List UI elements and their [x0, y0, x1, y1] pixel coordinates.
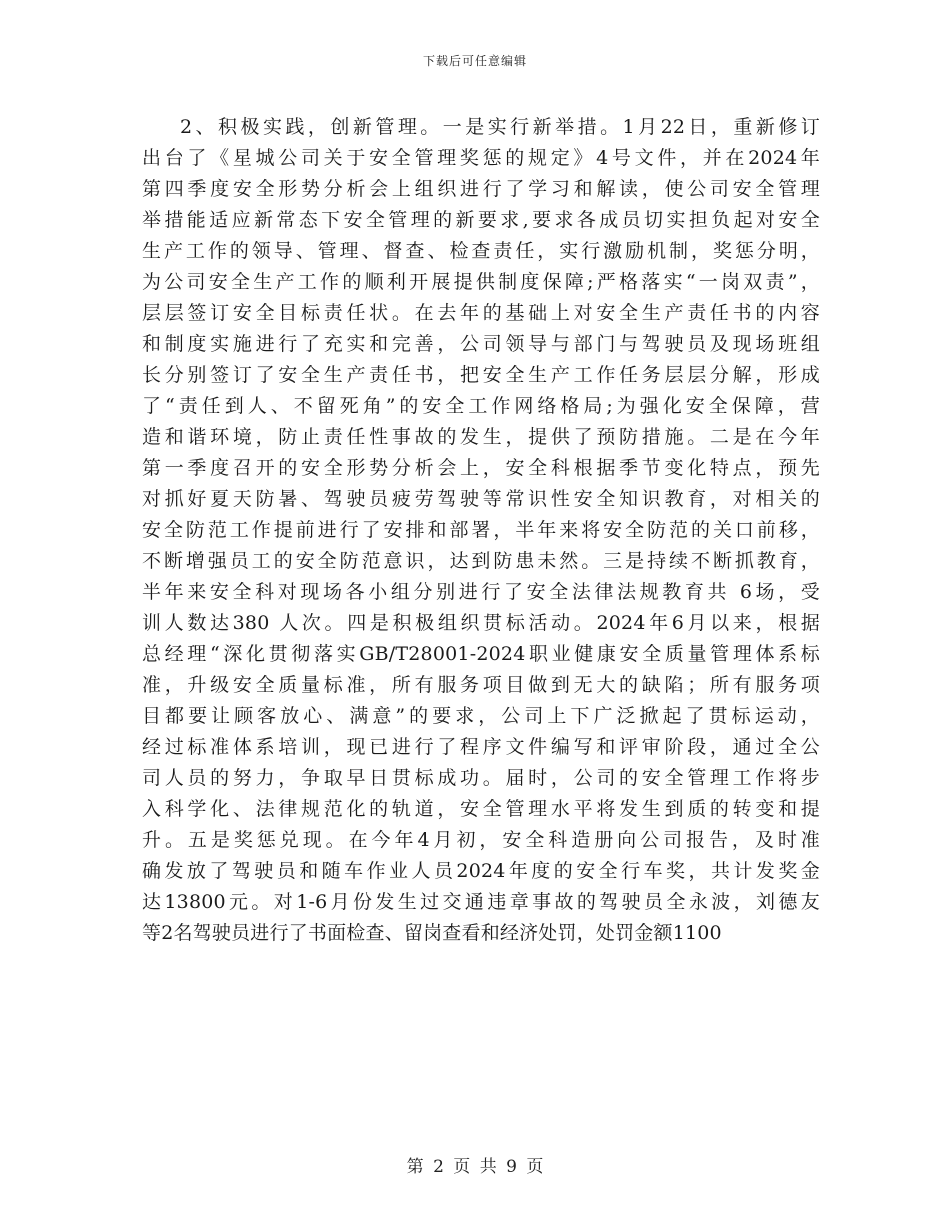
text-line: 对抓好夏天防暑、驾驶员疲劳驾驶等常识性安全知识教育，对相关的 — [142, 488, 820, 510]
text-line: 安全防范工作提前进行了安排和部署，半年来将安全防范的关口前移， — [142, 519, 820, 541]
text-line: 司人员的努力，争取早日贯标成功。届时，公司的安全管理工作将步 — [142, 767, 820, 789]
text-line: 出台了《星城公司关于安全管理奖惩的规定》4号文件，并在2024年 — [142, 147, 820, 169]
page-number: 第 2 页 共 9 页 — [406, 1157, 544, 1177]
text-line: 训人数达380 人次。四是积极组织贯标活动。2024年6月以来，根据 — [142, 612, 820, 634]
text-line: 为公司安全生产工作的顺利开展提供制度保障;严格落实“一岗双责”， — [142, 271, 820, 293]
text-line: 入科学化、法律规范化的轨道，安全管理水平将发生到质的转变和提 — [142, 798, 820, 820]
text-line: 总经理“深化贯彻落实GB/T28001-2024职业健康安全质量管理体系标 — [142, 643, 820, 665]
text-line: 确发放了驾驶员和随车作业人员2024年度的安全行车奖，共计发奖金 — [142, 860, 820, 882]
text-line: 举措能适应新常态下安全管理的新要求,要求各成员切实担负起对安全 — [142, 209, 820, 231]
text-line: 第一季度召开的安全形势分析会上，安全科根据季节变化特点，预先 — [142, 457, 820, 479]
text-line: 造和谐环境，防止责任性事故的发生，提供了预防措施。二是在今年 — [142, 426, 820, 448]
text-line: 和制度实施进行了充实和完善，公司领导与部门与驾驶员及现场班组 — [142, 333, 820, 355]
text-line: 生产工作的领导、管理、督查、检查责任，实行激励机制，奖惩分明， — [142, 240, 820, 262]
text-line: 不断增强员工的安全防范意识，达到防患未然。三是持续不断抓教育， — [142, 550, 820, 572]
document-body — [142, 112, 820, 949]
text-line: 半年来安全科对现场各小组分别进行了安全法律法规教育共 6场，受 — [142, 581, 820, 603]
text-line: 目都要让顾客放心、满意”的要求，公司上下广泛掀起了贯标运动， — [142, 705, 820, 727]
text-line: 长分别签订了安全生产责任书，把安全生产工作任务层层分解，形成 — [142, 364, 820, 386]
text-line: 第四季度安全形势分析会上组织进行了学习和解读，使公司安全管理 — [142, 178, 820, 200]
text-line: 层层签订安全目标责任状。在去年的基础上对安全生产责任书的内容 — [142, 302, 820, 324]
text-line: 达13800元。对1-6月份发生过交通违章事故的驾驶员全永波，刘德友 — [142, 891, 820, 913]
text-line: 经过标准体系培训，现已进行了程序文件编写和评审阶段，通过全公 — [142, 736, 820, 758]
text-line: 升。五是奖惩兑现。在今年4月初，安全科造册向公司报告，及时准 — [142, 829, 820, 851]
text-line: 等2名驾驶员进行了书面检查、留岗查看和经济处罚，处罚金额1100 — [142, 922, 722, 944]
text-line: 了“责任到人、不留死角”的安全工作网络格局;为强化安全保障，营 — [142, 395, 820, 417]
text-line: 准，升级安全质量标准，所有服务项目做到无大的缺陷；所有服务项 — [142, 674, 820, 696]
page-header: 下载后可任意编辑 — [422, 54, 527, 68]
text-line: 2、积极实践，创新管理。一是实行新举措。1月22日，重新修订 — [180, 116, 820, 138]
